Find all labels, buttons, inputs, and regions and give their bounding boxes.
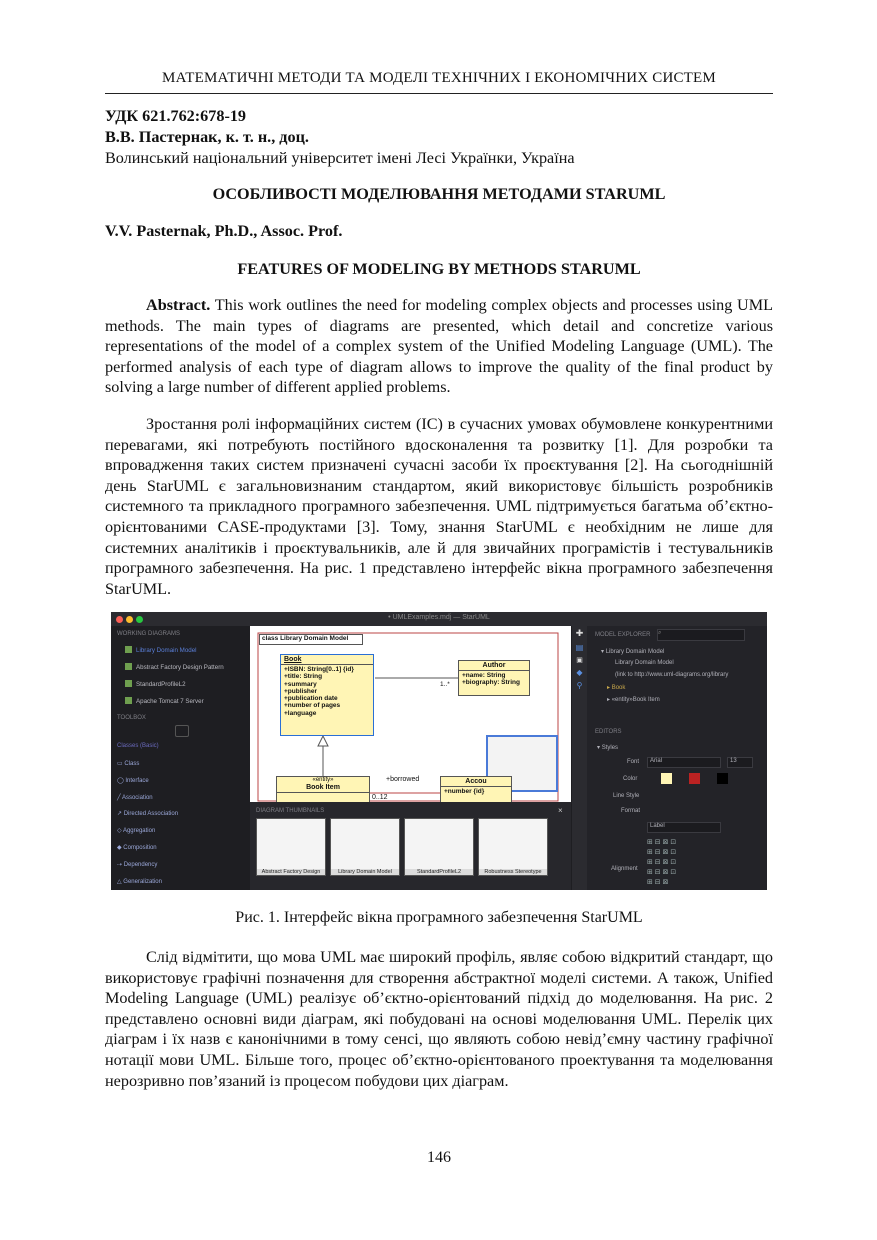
- author-ua: В.В. Пастернак, к. т. н., доц.: [105, 128, 309, 146]
- fill-color-swatch: [661, 773, 672, 784]
- staruml-screenshot: [111, 612, 767, 890]
- line-style-label: Line Style: [613, 793, 640, 799]
- working-diagram-item: Library Domain Model: [125, 646, 197, 654]
- frame-label: class Library Domain Model: [259, 634, 363, 645]
- share-icon: ⚲: [576, 681, 583, 690]
- puzzle-icon: ✚: [575, 628, 584, 638]
- diagram-canvas: [250, 626, 571, 802]
- account-class: [440, 776, 512, 804]
- styles-header: ▾ Styles: [597, 745, 619, 751]
- diagram-icon: [125, 697, 132, 704]
- account-class-name: Accou: [441, 777, 511, 787]
- title-ua: ОСОБЛИВОСТІ МОДЕЛЮВАННЯ МЕТОДАМИ STARUML: [212, 185, 666, 203]
- diagram-icon: [125, 680, 132, 687]
- color-label: Color: [623, 776, 638, 782]
- author-class: [458, 660, 530, 696]
- working-diagram-item: Abstract Factory Design Pattern: [125, 663, 224, 671]
- font-size-input: 13: [727, 757, 753, 768]
- book-item-class: [276, 776, 370, 804]
- toolbox-item: ↗ Directed Association: [117, 811, 179, 817]
- right-panel: [587, 626, 767, 890]
- thumbnail: Library Domain Model: [330, 818, 400, 876]
- working-diagram-item: Apache Tomcat 7 Server: [125, 697, 204, 705]
- book-class-name: Book: [281, 655, 373, 665]
- diagram-icon: [125, 663, 132, 670]
- header-rule: [105, 93, 773, 94]
- diamond-icon: ◆: [576, 668, 583, 677]
- toolbox-item: ◆ Composition: [117, 845, 157, 851]
- model-explorer-header: MODEL EXPLORER: [595, 632, 651, 638]
- paragraph-2: [105, 947, 773, 1091]
- window-titlebar: [111, 612, 767, 626]
- thumbnail: StandardProfileL2: [404, 818, 474, 876]
- line-color-swatch: [689, 773, 700, 784]
- book-attributes: +ISBN: String[0..1] {id} +title: String +summary +publisher +publication date +number of pages +language: [284, 666, 354, 717]
- alignment-label: Alignment: [611, 866, 638, 872]
- model-item: Library Domain Model: [615, 660, 674, 666]
- working-diagram-item: StandardProfileL2: [125, 680, 186, 688]
- toolbox-item: ◇ Aggregation: [117, 828, 156, 834]
- cursor-tool-icon: [175, 725, 189, 737]
- diagram-thumbnails: [250, 802, 571, 890]
- close-icon: ×: [558, 806, 563, 815]
- abstract-label: Abstract.: [146, 296, 211, 314]
- book-item-name: Book Item: [277, 783, 369, 793]
- paragraph-2-text: Слід відмітити, що мова UML має широкий профіль, являє собою відкритий стандарт, що використовує графічні позначення для створення абстрактної моделі системи. А також, Unified Modeling Language (UML) реалізує об’єктно-орієнтований підхід до моделювання. На рис. 2 представлено основні види діаграм, які побудовані на основі моделювання UML. Перелік цих діаграм і їх назв є канонічними в тому сенсі, що являють собою невід’ємну частину графічної нотації мови UML. Більше того, процес об’єктно-орієнтованого проектування та моделювання нерозривно пов’язаний із процесом побудови цих діаграм.: [105, 948, 773, 1090]
- book-item-stereotype: «entity»: [312, 777, 334, 783]
- title-en: FEATURES OF MODELING BY METHODS STARUML: [237, 260, 641, 278]
- paragraph-1-text: Зростання ролі інформаційних систем (ІС) в сучасних умовах обумовлене конкурентними перевагами, які потребують постійного вдосконалення та розвитку [1]. Для розробки та впровадження таких систем призначені сучасні засоби їх проєктування [2]. На сьогоднішній день StarUML є загальновизнаним стандартом, який використовує більшість розробників системного та прикладного програмного забезпечення. UML підтримується багатьма об’єктно-орієнтованими CASE-продуктами [3]. Тому, знання StarUML є необхідним не лише для системних аналітиків і проєктувальників, але й для звичайних програмістів і тестувальників програмного забезпечення. На рис. 1 представлено інтерфейс вікна програмного забезпечення StarUML.: [105, 415, 773, 598]
- font-label: Font: [627, 759, 640, 765]
- toolbox-item: ▭ Class: [117, 761, 140, 767]
- working-diagrams-header: WORKING DIAGRAMS: [117, 631, 181, 637]
- toolbox-item: ◯ Interface: [117, 778, 149, 784]
- layers-icon: ▤: [575, 643, 584, 652]
- toolbox-item: △ Generalization: [117, 879, 162, 885]
- editors-header: EDITORS: [595, 729, 622, 735]
- page-number: 146: [427, 1149, 451, 1166]
- running-title: МАТЕМАТИЧНІ МЕТОДИ ТА МОДЕЛІ ТЕХНІЧНИХ І ЕКОНОМІЧНИХ СИСТЕМ: [162, 70, 716, 86]
- side-toolbar: [572, 626, 587, 890]
- abstract: [105, 295, 773, 398]
- format-label: Format: [621, 808, 641, 814]
- text-color-swatch: [717, 773, 728, 784]
- model-item: (link to http://www.uml-diagrams.org/library: [615, 672, 729, 678]
- association-label: +borrowed: [386, 776, 420, 783]
- figure-caption: Рис. 1. Інтерфейс вікна програмного забезпечення StarUML: [235, 909, 643, 926]
- thumbnail: Abstract Factory Design: [256, 818, 326, 876]
- author-en: V.V. Pasternak, Ph.D., Assoc. Prof.: [105, 222, 343, 240]
- toolbox-item: ⇢ Dependency: [117, 862, 158, 868]
- author-class-name: Author: [459, 661, 529, 671]
- book-class: [280, 654, 374, 736]
- search-icon: ⌕: [657, 629, 745, 641]
- alignment-icons: ⊞ ⊟ ⊠ ⊡ ⊞ ⊟ ⊠ ⊡ ⊞ ⊟ ⊠ ⊡ ⊞ ⊟ ⊠ ⊡ ⊞ ⊟ ⊠: [647, 839, 677, 886]
- font-select: Arial: [647, 757, 721, 768]
- model-item: ▸ «entity»Book Item: [607, 697, 660, 703]
- model-item: ▸ Book: [607, 685, 626, 691]
- thumbnails-header: DIAGRAM THUMBNAILS: [256, 808, 325, 814]
- format-select: Label: [647, 822, 721, 833]
- affiliation: Волинський національний університет імені Лесі Українки, Україна: [105, 149, 575, 167]
- diagram-icon: [125, 646, 132, 653]
- model-item: ▾ Library Domain Model: [601, 649, 665, 655]
- author-attributes: +name: String +biography: String: [462, 672, 520, 687]
- toolbox-item: ╱ Association: [117, 795, 153, 801]
- paragraph-1: [105, 414, 773, 599]
- multiplicity-label: 1..*: [440, 681, 450, 688]
- thumbnail: Robustness Stereotype: [478, 818, 548, 876]
- toolbox-header: TOOLBOX: [117, 715, 146, 721]
- window-title: • UMLExamples.mdj — StarUML: [388, 614, 490, 621]
- toolbox-group: Classes (Basic): [117, 743, 159, 749]
- multiplicity-label: 0..12: [372, 794, 388, 801]
- abstract-text: This work outlines the need for modeling complex objects and processes using UML methods. The main types of diagrams are presented, which detail and concretize various representations of the model of a complex system of the Unified Modeling Language (UML). The performed analysis of each type of diagram allows to improve the quality of the final product by solving a large number of different applied problems.: [105, 296, 773, 397]
- udc: УДК 621.762:678-19: [105, 107, 247, 125]
- account-attributes: +number {id}: [444, 788, 485, 795]
- md-icon: ▣: [576, 657, 583, 664]
